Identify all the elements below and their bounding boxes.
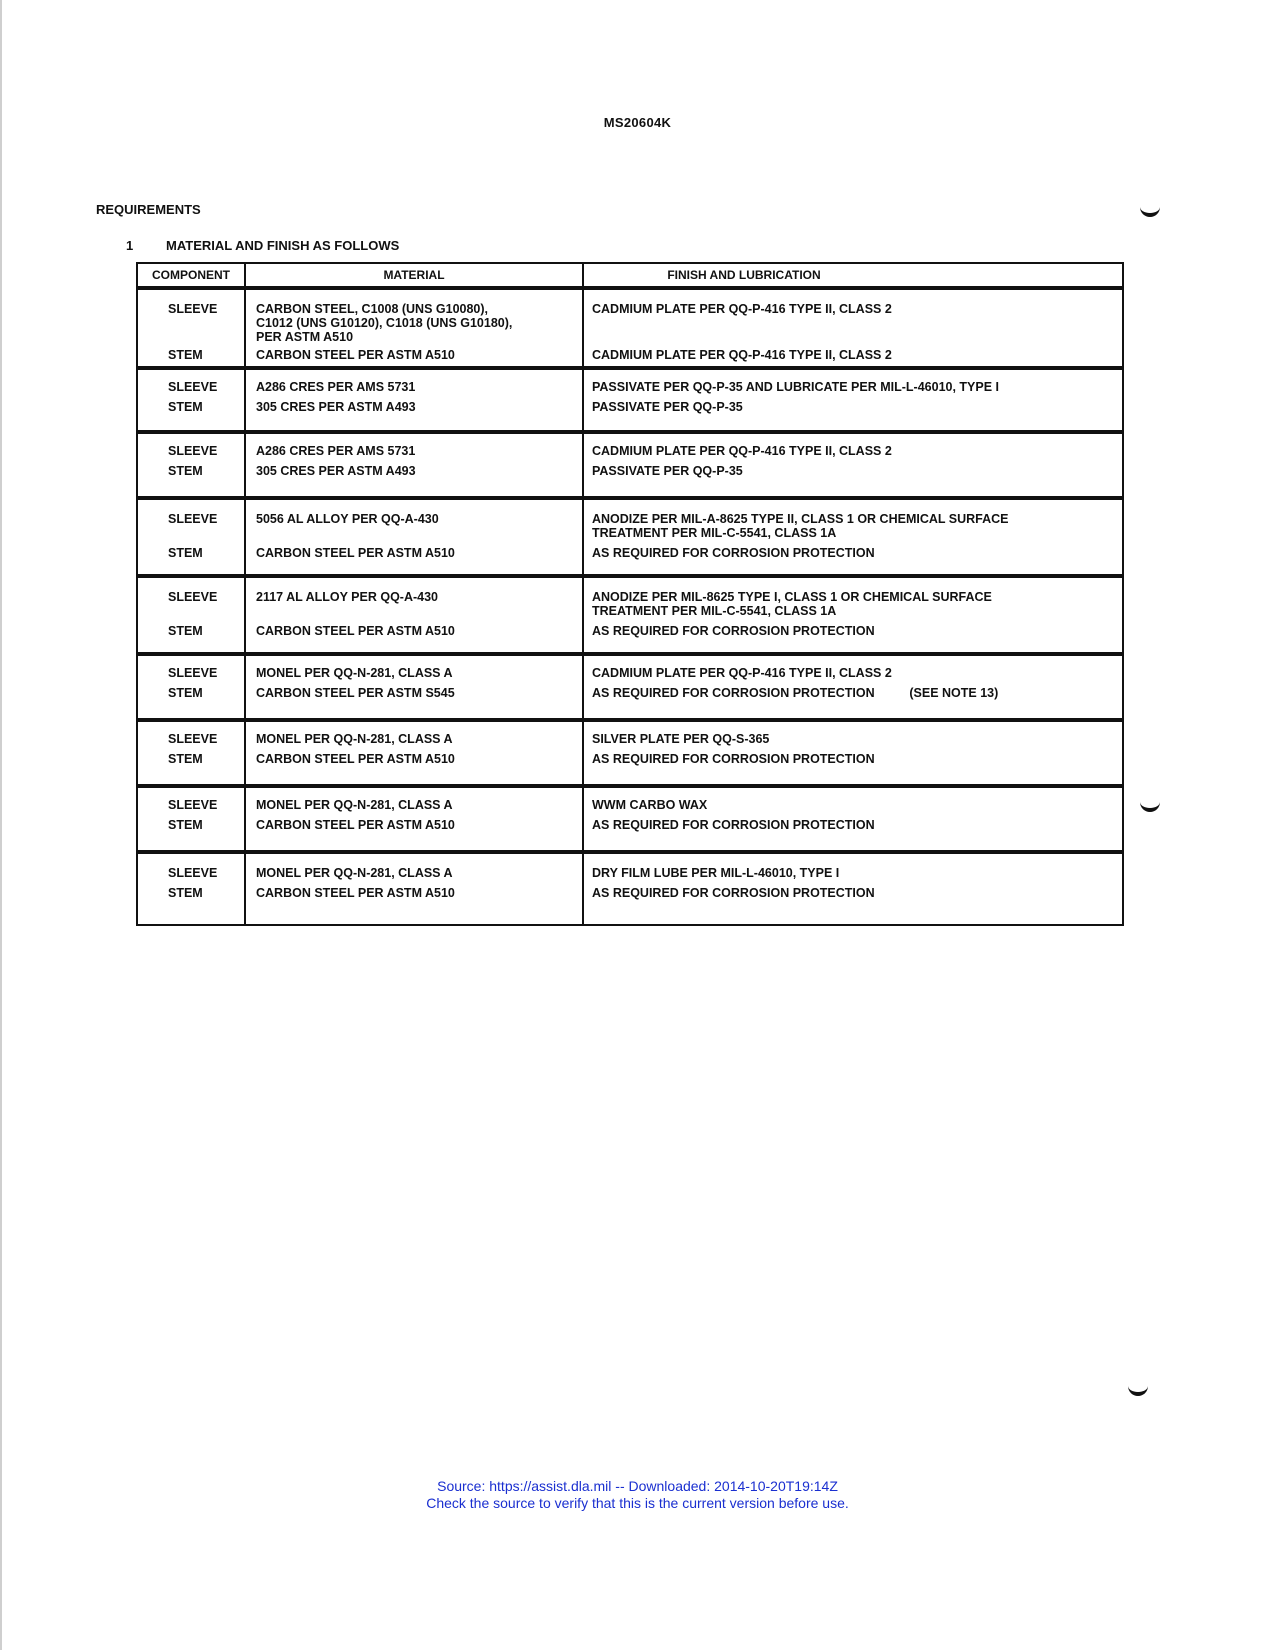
material-cell: CARBON STEEL, C1008 (UNS G10080), C1012 (UNS G10120), C1018 (UNS G10180), PER ASTM A510 <box>256 302 513 344</box>
component-cell: SLEEVE <box>168 512 218 526</box>
material-cell: 2117 AL ALLOY PER QQ-A-430 <box>256 590 439 604</box>
item-text: MATERIAL AND FINISH AS FOLLOWS <box>166 238 400 253</box>
column-divider <box>244 370 246 430</box>
component-cell: STEM <box>168 348 203 362</box>
column-divider <box>582 290 584 366</box>
page-edge-rule <box>0 0 2 1650</box>
finish-cell: AS REQUIRED FOR CORROSION PROTECTION (SEE NOTE 13) <box>592 686 999 700</box>
finish-cell: PASSIVATE PER QQ-P-35 <box>592 400 743 414</box>
finish-cell: ANODIZE PER MIL-A-8625 TYPE II, CLASS 1 OR CHEMICAL SURFACE TREATMENT PER MIL-C-5541, CLASS 1A <box>592 512 1009 540</box>
material-cell: MONEL PER QQ-N-281, CLASS A <box>256 866 453 880</box>
section-heading: REQUIREMENTS <box>96 202 201 217</box>
item-number: 1 <box>126 238 134 253</box>
component-cell: STEM <box>168 818 203 832</box>
header-component: COMPONENT <box>152 268 230 282</box>
table-group <box>136 720 1124 786</box>
footer-verify-line: Check the source to verify that this is the current version before use. <box>426 1495 849 1511</box>
finish-cell: AS REQUIRED FOR CORROSION PROTECTION <box>592 886 875 900</box>
column-divider <box>244 722 246 784</box>
table-group <box>136 288 1124 368</box>
footer-source-line: Source: https://assist.dla.mil -- Downloaded: 2014-10-20T19:14Z <box>437 1478 838 1494</box>
material-cell: MONEL PER QQ-N-281, CLASS A <box>256 732 453 746</box>
column-divider <box>582 500 584 574</box>
margin-mark <box>1140 205 1160 217</box>
table-group <box>136 852 1124 926</box>
material-cell: CARBON STEEL PER ASTM A510 <box>256 546 455 560</box>
material-cell: MONEL PER QQ-N-281, CLASS A <box>256 798 453 812</box>
finish-cell: AS REQUIRED FOR CORROSION PROTECTION <box>592 546 875 560</box>
header-finish: FINISH AND LUBRICATION <box>667 268 821 282</box>
material-cell: CARBON STEEL PER ASTM A510 <box>256 818 455 832</box>
component-cell: SLEEVE <box>168 666 218 680</box>
table-group <box>136 786 1124 852</box>
component-cell: SLEEVE <box>168 380 218 394</box>
component-cell: STEM <box>168 886 203 900</box>
column-divider <box>582 434 584 496</box>
table-header <box>136 262 1124 288</box>
finish-cell: CADMIUM PLATE PER QQ-P-416 TYPE II, CLASS 2 <box>592 444 892 458</box>
material-cell: CARBON STEEL PER ASTM A510 <box>256 886 455 900</box>
finish-cell: PASSIVATE PER QQ-P-35 <box>592 464 743 478</box>
finish-cell: DRY FILM LUBE PER MIL-L-46010, TYPE I <box>592 866 840 880</box>
table-group <box>136 368 1124 432</box>
column-divider <box>582 722 584 784</box>
margin-mark <box>1128 1384 1148 1396</box>
component-cell: STEM <box>168 624 203 638</box>
component-cell: STEM <box>168 752 203 766</box>
column-divider <box>582 370 584 430</box>
material-cell: A286 CRES PER AMS 5731 <box>256 380 416 394</box>
column-divider <box>582 788 584 850</box>
component-cell: STEM <box>168 464 203 478</box>
column-divider <box>244 578 246 652</box>
material-cell: CARBON STEEL PER ASTM A510 <box>256 348 455 362</box>
material-cell: CARBON STEEL PER ASTM S545 <box>256 686 455 700</box>
material-cell: 305 CRES PER ASTM A493 <box>256 464 416 478</box>
component-cell: SLEEVE <box>168 302 218 316</box>
document-id: MS20604K <box>603 115 672 130</box>
material-cell: A286 CRES PER AMS 5731 <box>256 444 416 458</box>
table-group <box>136 654 1124 720</box>
finish-cell: WWM CARBO WAX <box>592 798 708 812</box>
finish-cell: CADMIUM PLATE PER QQ-P-416 TYPE II, CLASS 2 <box>592 302 892 316</box>
component-cell: STEM <box>168 686 203 700</box>
finish-cell: ANODIZE PER MIL-8625 TYPE I, CLASS 1 OR CHEMICAL SURFACE TREATMENT PER MIL-C-5541, CLASS 1A <box>592 590 992 618</box>
material-cell: 5056 AL ALLOY PER QQ-A-430 <box>256 512 439 526</box>
column-divider <box>244 290 246 366</box>
finish-cell: AS REQUIRED FOR CORROSION PROTECTION <box>592 752 875 766</box>
column-divider <box>244 656 246 718</box>
finish-cell: AS REQUIRED FOR CORROSION PROTECTION <box>592 818 875 832</box>
finish-cell: CADMIUM PLATE PER QQ-P-416 TYPE II, CLASS 2 <box>592 348 892 362</box>
column-divider <box>582 578 584 652</box>
table-group <box>136 432 1124 498</box>
component-cell: STEM <box>168 400 203 414</box>
material-cell: 305 CRES PER ASTM A493 <box>256 400 416 414</box>
material-cell: MONEL PER QQ-N-281, CLASS A <box>256 666 453 680</box>
component-cell: SLEEVE <box>168 590 218 604</box>
component-cell: SLEEVE <box>168 444 218 458</box>
component-cell: SLEEVE <box>168 798 218 812</box>
material-cell: CARBON STEEL PER ASTM A510 <box>256 624 455 638</box>
table-group <box>136 576 1124 654</box>
table-group <box>136 498 1124 576</box>
column-divider <box>582 656 584 718</box>
component-cell: SLEEVE <box>168 866 218 880</box>
column-divider <box>244 434 246 496</box>
material-cell: CARBON STEEL PER ASTM A510 <box>256 752 455 766</box>
component-cell: STEM <box>168 546 203 560</box>
column-divider <box>244 788 246 850</box>
finish-cell: PASSIVATE PER QQ-P-35 AND LUBRICATE PER MIL-L-46010, TYPE I <box>592 380 1000 394</box>
column-divider <box>244 500 246 574</box>
column-divider <box>582 854 584 924</box>
header-material: MATERIAL <box>383 268 445 282</box>
column-divider <box>244 854 246 924</box>
finish-cell: SILVER PLATE PER QQ-S-365 <box>592 732 770 746</box>
margin-mark <box>1140 800 1160 812</box>
component-cell: SLEEVE <box>168 732 218 746</box>
finish-cell: AS REQUIRED FOR CORROSION PROTECTION <box>592 624 875 638</box>
finish-cell: CADMIUM PLATE PER QQ-P-416 TYPE II, CLASS 2 <box>592 666 892 680</box>
